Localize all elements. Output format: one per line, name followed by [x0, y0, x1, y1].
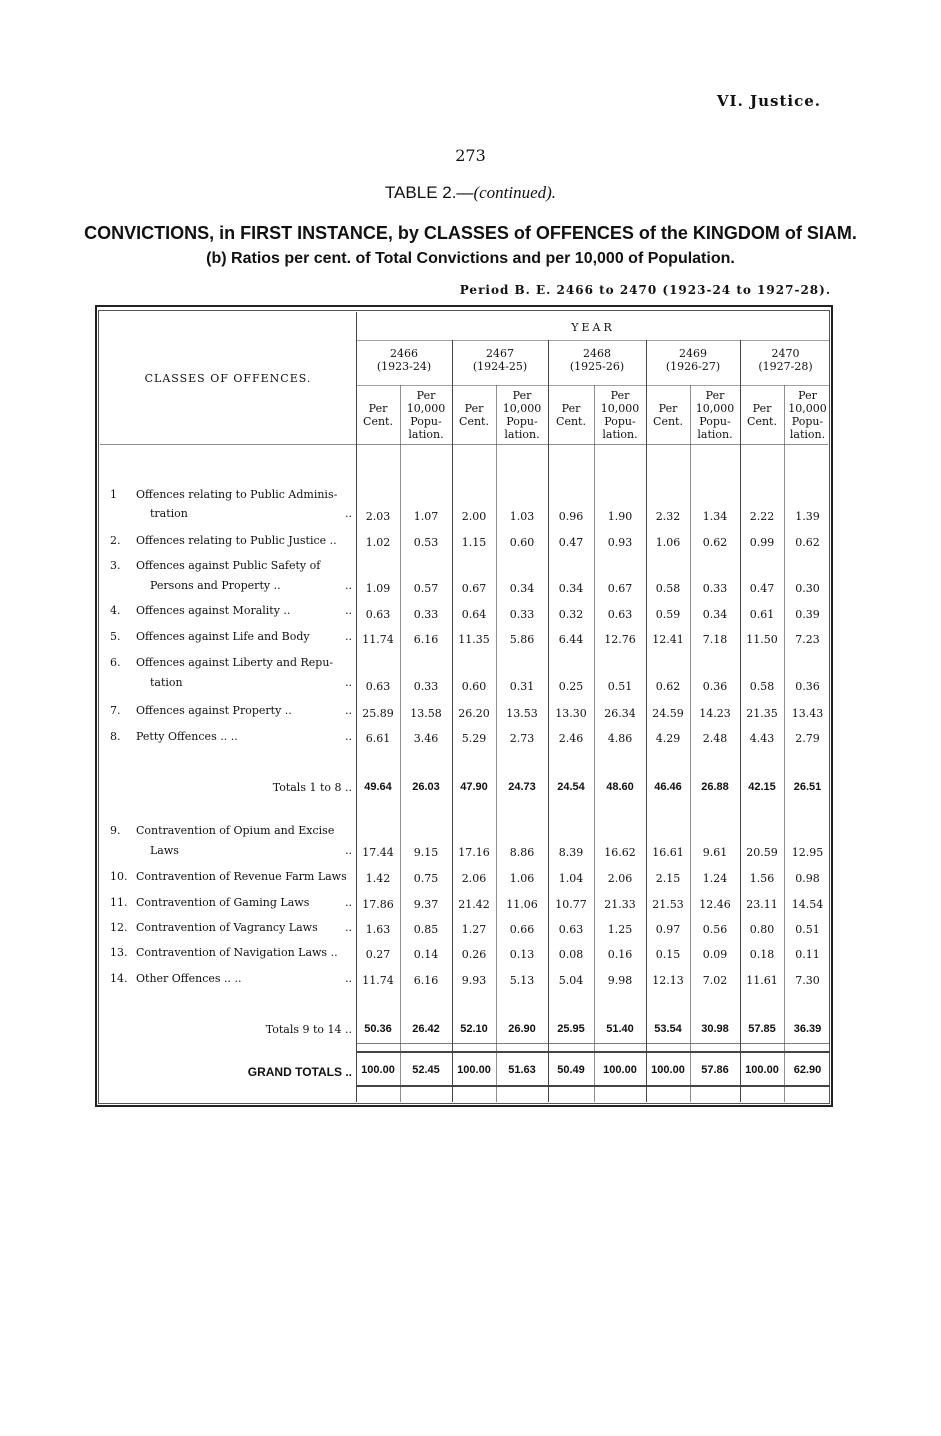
per-10000-header: 10,000 — [600, 402, 640, 415]
per-cent-header: Cent. — [653, 415, 683, 428]
value-cell: 24.59 — [652, 707, 684, 720]
value-cell: 20.59 — [746, 846, 778, 859]
year-rule — [356, 340, 830, 341]
row-label: Petty Offences .. .. — [136, 730, 238, 743]
per-10000-header: lation. — [408, 428, 444, 441]
value-cell: 2.32 — [655, 510, 681, 523]
value-cell: 0.58 — [655, 582, 681, 595]
per-cent-header: Per — [464, 402, 484, 415]
totals-cell: 26.88 — [701, 781, 729, 793]
totals-9-14-label: Totals 9 to 14 .. — [265, 1023, 352, 1036]
year-be-label: 2467 — [486, 347, 514, 360]
row-leader-dots: .. — [345, 704, 352, 717]
value-cell: 0.97 — [655, 923, 681, 936]
per-cent-header: Per — [752, 402, 772, 415]
row-number: 10. — [110, 870, 128, 883]
row-number: 7. — [110, 704, 121, 717]
value-cell: 0.31 — [509, 680, 535, 693]
column-rule — [452, 340, 453, 1102]
value-cell: 1.25 — [607, 923, 633, 936]
row-label: Offences against Liberty and Repu- — [136, 656, 334, 669]
totals-cell: 26.03 — [412, 781, 440, 793]
value-cell: 17.16 — [458, 846, 490, 859]
totals-cell: 47.90 — [460, 781, 488, 793]
value-cell: 2.73 — [509, 732, 535, 745]
value-cell: 0.85 — [413, 923, 439, 936]
row-number: 2. — [110, 534, 121, 547]
row-leader-dots: .. — [345, 972, 352, 985]
value-cell: 1.07 — [413, 510, 439, 523]
value-cell: 5.13 — [509, 974, 535, 987]
value-cell: 0.33 — [413, 608, 439, 621]
value-cell: 5.04 — [558, 974, 584, 987]
value-cell: 2.46 — [558, 732, 584, 745]
value-cell: 7.23 — [795, 633, 820, 646]
row-number: 4. — [110, 604, 121, 617]
per-cent-header: Cent. — [556, 415, 586, 428]
value-cell: 16.62 — [604, 846, 636, 859]
value-cell: 2.48 — [702, 732, 728, 745]
value-cell: 2.22 — [749, 510, 775, 523]
value-cell: 17.44 — [362, 846, 394, 859]
value-cell: 13.43 — [791, 707, 824, 720]
value-cell: 2.79 — [795, 732, 820, 745]
value-cell: 0.26 — [461, 948, 487, 961]
totals-cell: 26.51 — [793, 781, 822, 793]
totals-cell: 25.95 — [557, 1023, 585, 1035]
value-cell: 0.62 — [655, 680, 681, 693]
row-number: 6. — [110, 656, 121, 669]
value-cell: 0.57 — [413, 582, 439, 595]
value-cell: 12.13 — [652, 974, 684, 987]
totals-cell: 30.98 — [701, 1023, 729, 1035]
row-leader-dots: .. — [345, 921, 352, 934]
sub-title: (b) Ratios per cent. of Total Convictions and per 10,000 of Population. — [206, 250, 735, 267]
grand-totals-label: GRAND TOTALS .. — [247, 1065, 352, 1079]
value-cell: 12.41 — [652, 633, 684, 646]
value-cell: 0.62 — [702, 536, 728, 549]
value-cell: 9.98 — [607, 974, 633, 987]
per-10000-header: 10,000 — [406, 402, 446, 415]
value-cell: 21.53 — [652, 898, 684, 911]
main-title: CONVICTIONS, in FIRST INSTANCE, by CLASSES of OFFENCES of the KINGDOM of SIAM. — [84, 223, 857, 243]
row-number: 3. — [110, 559, 121, 572]
row-label: Contravention of Gaming Laws — [136, 896, 310, 909]
value-cell: 1.39 — [795, 510, 820, 523]
row-label-continued: tation — [150, 676, 183, 689]
value-cell: 0.33 — [413, 680, 439, 693]
per-10000-header: 10,000 — [502, 402, 542, 415]
value-cell: 0.09 — [702, 948, 728, 961]
row-label: Other Offences .. .. — [136, 972, 242, 985]
year-be-label: 2466 — [390, 347, 418, 360]
per-10000-header: 10,000 — [788, 402, 827, 415]
value-cell: 1.06 — [655, 536, 681, 549]
per-10000-header: Per — [798, 389, 817, 402]
value-cell: 0.34 — [509, 582, 535, 595]
grand-total-cell: 100.00 — [361, 1064, 395, 1076]
value-cell: 0.67 — [461, 582, 487, 595]
totals-cell: 42.15 — [748, 781, 776, 793]
totals-cell: 50.36 — [364, 1023, 392, 1035]
value-cell: 1.56 — [749, 872, 775, 885]
value-cell: 9.93 — [461, 974, 487, 987]
row-leader-dots: .. — [345, 730, 352, 743]
value-cell: 0.11 — [795, 948, 820, 961]
grand-total-cell: 52.45 — [412, 1064, 440, 1076]
row-label-continued: Laws — [150, 844, 179, 857]
value-cell: 0.66 — [509, 923, 535, 936]
year-be-label: 2468 — [583, 347, 611, 360]
year-ad-label: (1925-26) — [569, 360, 625, 373]
per-10000-header: 10,000 — [695, 402, 735, 415]
row-label: Offences relating to Public Justice .. — [136, 534, 337, 547]
per-cent-header: Per — [561, 402, 581, 415]
row-number: 13. — [110, 946, 128, 959]
value-cell: 6.16 — [413, 974, 439, 987]
per-10000-header: Per — [512, 389, 532, 402]
totals-cell: 24.73 — [508, 781, 536, 793]
totals-cell: 48.60 — [606, 781, 634, 793]
row-leader-dots: .. — [345, 630, 352, 643]
per-cent-header: Per — [368, 402, 388, 415]
value-cell: 0.58 — [749, 680, 775, 693]
value-cell: 11.50 — [746, 633, 778, 646]
row-label-continued: Persons and Property .. — [150, 579, 281, 592]
value-cell: 13.30 — [555, 707, 587, 720]
row-label: Contravention of Navigation Laws .. — [136, 946, 338, 959]
value-cell: 0.14 — [413, 948, 439, 961]
value-cell: 0.33 — [702, 582, 728, 595]
value-cell: 6.16 — [413, 633, 439, 646]
per-10000-header: lation. — [504, 428, 540, 441]
row-number: 9. — [110, 824, 121, 837]
value-cell: 9.61 — [702, 846, 728, 859]
value-cell: 0.64 — [461, 608, 487, 621]
totals-1-8-label: Totals 1 to 8 .. — [272, 781, 352, 794]
per-cent-header: Cent. — [747, 415, 777, 428]
row-leader-dots: .. — [345, 579, 352, 592]
table-label: TABLE 2.— — [384, 183, 474, 202]
per-10000-header: Per — [705, 389, 725, 402]
row-label: Contravention of Opium and Excise — [136, 824, 335, 837]
totals-cell: 26.42 — [412, 1023, 440, 1035]
value-cell: 1.02 — [365, 536, 391, 549]
grand-total-cell: 57.86 — [701, 1064, 729, 1076]
per-10000-header: Popu- — [699, 415, 731, 428]
value-cell: 1.34 — [702, 510, 728, 523]
value-cell: 8.39 — [558, 846, 584, 859]
row-label-continued: tration — [150, 507, 188, 520]
row-number: 1 — [110, 488, 117, 501]
value-cell: 0.36 — [702, 680, 728, 693]
row-label: Contravention of Vagrancy Laws — [136, 921, 318, 934]
value-cell: 1.63 — [365, 923, 391, 936]
value-cell: 6.61 — [365, 732, 391, 745]
value-cell: 0.63 — [607, 608, 633, 621]
totals-cell: 52.10 — [460, 1023, 488, 1035]
value-cell: 25.89 — [362, 707, 394, 720]
value-cell: 11.74 — [362, 974, 394, 987]
value-cell: 0.16 — [607, 948, 633, 961]
value-cell: 13.58 — [410, 707, 442, 720]
value-cell: 0.32 — [558, 608, 584, 621]
value-cell: 21.33 — [604, 898, 636, 911]
value-cell: 6.44 — [558, 633, 584, 646]
per-10000-header: lation. — [602, 428, 638, 441]
value-cell: 0.39 — [795, 608, 820, 621]
per-cent-header: Per — [658, 402, 678, 415]
year-be-label: 2469 — [679, 347, 707, 360]
period-line: Period B. E. 2466 to 2470 (1923-24 to 1927-28). — [459, 283, 831, 297]
value-cell: 0.27 — [365, 948, 391, 961]
column-rule — [548, 340, 549, 1102]
value-cell: 5.86 — [509, 633, 535, 646]
row-label: Contravention of Revenue Farm Laws — [136, 870, 347, 883]
value-cell: 14.54 — [791, 898, 824, 911]
value-cell: 2.00 — [461, 510, 487, 523]
value-cell: 4.43 — [749, 732, 775, 745]
value-cell: 0.63 — [558, 923, 584, 936]
grand-totals-rule-bottom — [356, 1085, 830, 1087]
value-cell: 0.08 — [558, 948, 584, 961]
value-cell: 21.35 — [746, 707, 778, 720]
value-cell: 11.35 — [458, 633, 490, 646]
grand-total-cell: 62.90 — [793, 1064, 822, 1076]
row-number: 5. — [110, 630, 121, 643]
value-cell: 0.33 — [509, 608, 535, 621]
grand-totals-rule-top — [356, 1051, 830, 1053]
year-ad-label: (1927-28) — [758, 360, 813, 373]
value-cell: 0.62 — [795, 536, 820, 549]
value-cell: 12.95 — [791, 846, 824, 859]
value-cell: 7.02 — [702, 974, 728, 987]
per-10000-header: Per — [416, 389, 436, 402]
value-cell: 11.74 — [362, 633, 394, 646]
value-cell: 0.30 — [795, 582, 820, 595]
totals-cell: 24.54 — [557, 781, 585, 793]
value-cell: 0.93 — [607, 536, 633, 549]
value-cell: 9.37 — [413, 898, 439, 911]
row-number: 12. — [110, 921, 128, 934]
year-ad-label: (1926-27) — [665, 360, 721, 373]
value-cell: 5.29 — [461, 732, 487, 745]
value-cell: 0.60 — [461, 680, 487, 693]
value-cell: 7.30 — [795, 974, 820, 987]
value-cell: 8.86 — [509, 846, 535, 859]
value-cell: 3.46 — [413, 732, 439, 745]
value-cell: 0.63 — [365, 608, 391, 621]
value-cell: 0.98 — [795, 872, 820, 885]
value-cell: 14.23 — [699, 707, 731, 720]
value-cell: 2.03 — [365, 510, 391, 523]
totals-cell: 46.46 — [654, 781, 682, 793]
value-cell: 0.99 — [749, 536, 775, 549]
value-cell: 11.61 — [746, 974, 778, 987]
per-10000-header: Popu- — [410, 415, 442, 428]
table-title — [0, 183, 941, 203]
per-10000-header: Per — [610, 389, 630, 402]
value-cell: 1.27 — [461, 923, 487, 936]
year-ad-label: (1923-24) — [376, 360, 432, 373]
value-cell: 11.06 — [506, 898, 538, 911]
value-cell: 0.67 — [607, 582, 633, 595]
row-leader-dots: .. — [345, 844, 352, 857]
classes-header: CLASSES OF OFFENCES. — [144, 372, 312, 385]
grand-total-cell: 100.00 — [651, 1064, 685, 1076]
subheader-rule — [356, 385, 830, 386]
totals-cell: 49.64 — [364, 781, 392, 793]
value-cell: 0.47 — [749, 582, 775, 595]
totals-cell: 26.90 — [508, 1023, 536, 1035]
value-cell: 0.61 — [749, 608, 775, 621]
row-label: Offences against Morality .. — [136, 604, 291, 617]
value-cell: 0.75 — [413, 872, 439, 885]
value-cell: 16.61 — [652, 846, 684, 859]
per-10000-header: Popu- — [604, 415, 636, 428]
value-cell: 0.34 — [558, 582, 584, 595]
value-cell: 1.04 — [558, 872, 584, 885]
value-cell: 0.53 — [413, 536, 439, 549]
value-cell: 2.06 — [461, 872, 487, 885]
value-cell: 0.59 — [655, 608, 681, 621]
value-cell: 0.15 — [655, 948, 681, 961]
value-cell: 26.20 — [458, 707, 490, 720]
row-number: 11. — [110, 896, 128, 909]
grand-total-cell: 100.00 — [603, 1064, 637, 1076]
column-rule — [646, 340, 647, 1102]
value-cell: 0.36 — [795, 680, 820, 693]
value-cell: 9.15 — [413, 846, 439, 859]
grand-total-cell: 51.63 — [508, 1064, 536, 1076]
page-number: 273 — [455, 146, 486, 165]
per-10000-header: Popu- — [791, 415, 824, 428]
row-label: Offences against Public Safety of — [136, 559, 321, 572]
grand-total-cell: 100.00 — [457, 1064, 491, 1076]
value-cell: 13.53 — [506, 707, 538, 720]
section-header: VI. Justice. — [716, 92, 821, 110]
value-cell: 0.18 — [749, 948, 775, 961]
value-cell: 1.42 — [365, 872, 391, 885]
grand-total-cell: 50.49 — [557, 1064, 585, 1076]
totals-cell: 51.40 — [606, 1023, 634, 1035]
value-cell: 12.76 — [604, 633, 636, 646]
grand-total-cell: 100.00 — [745, 1064, 779, 1076]
per-cent-header: Cent. — [459, 415, 489, 428]
value-cell: 1.24 — [702, 872, 728, 885]
totals-cell: 36.39 — [793, 1023, 822, 1035]
per-10000-header: lation. — [697, 428, 733, 441]
value-cell: 0.51 — [607, 680, 633, 693]
year-be-label: 2470 — [771, 347, 800, 360]
per-cent-header: Cent. — [363, 415, 393, 428]
value-cell: 1.15 — [461, 536, 487, 549]
totals-rule — [356, 1043, 830, 1044]
value-cell: 0.96 — [558, 510, 584, 523]
value-cell: 10.77 — [555, 898, 587, 911]
value-cell: 0.34 — [702, 608, 728, 621]
value-cell: 2.15 — [655, 872, 681, 885]
row-leader-dots: .. — [345, 604, 352, 617]
row-label: Offences relating to Public Adminis- — [136, 488, 338, 501]
value-cell: 12.46 — [699, 898, 731, 911]
value-cell: 1.06 — [509, 872, 535, 885]
value-cell: 0.25 — [558, 680, 584, 693]
value-cell: 0.80 — [749, 923, 775, 936]
per-10000-header: Popu- — [506, 415, 538, 428]
value-cell: 2.06 — [607, 872, 633, 885]
value-cell: 1.03 — [509, 510, 535, 523]
value-cell: 4.86 — [607, 732, 633, 745]
value-cell: 23.11 — [746, 898, 778, 911]
year-header: YEAR — [571, 321, 615, 334]
value-cell: 4.29 — [655, 732, 681, 745]
row-leader-dots: .. — [345, 896, 352, 909]
row-label: Offences against Life and Body — [136, 630, 310, 643]
value-cell: 17.86 — [362, 898, 394, 911]
totals-cell: 53.54 — [654, 1023, 682, 1035]
column-rule — [740, 340, 741, 1102]
value-cell: 1.90 — [607, 510, 633, 523]
row-number: 14. — [110, 972, 128, 985]
value-cell: 0.47 — [558, 536, 584, 549]
value-cell: 7.18 — [702, 633, 728, 646]
value-cell: 0.63 — [365, 680, 391, 693]
value-cell: 1.09 — [365, 582, 391, 595]
value-cell: 21.42 — [458, 898, 490, 911]
value-cell: 0.13 — [509, 948, 535, 961]
value-cell: 0.56 — [702, 923, 728, 936]
header-bottom-rule — [100, 444, 828, 445]
year-ad-label: (1924-25) — [472, 360, 528, 373]
value-cell: 26.34 — [604, 707, 636, 720]
row-label: Offences against Property .. — [136, 704, 292, 717]
value-cell: 0.60 — [509, 536, 535, 549]
row-number: 8. — [110, 730, 121, 743]
value-cell: 0.51 — [795, 923, 820, 936]
table-continued: (continued). — [473, 183, 557, 202]
per-10000-header: lation. — [789, 428, 826, 441]
row-leader-dots: .. — [345, 507, 352, 520]
totals-cell: 57.85 — [748, 1023, 776, 1035]
row-leader-dots: .. — [345, 676, 352, 689]
